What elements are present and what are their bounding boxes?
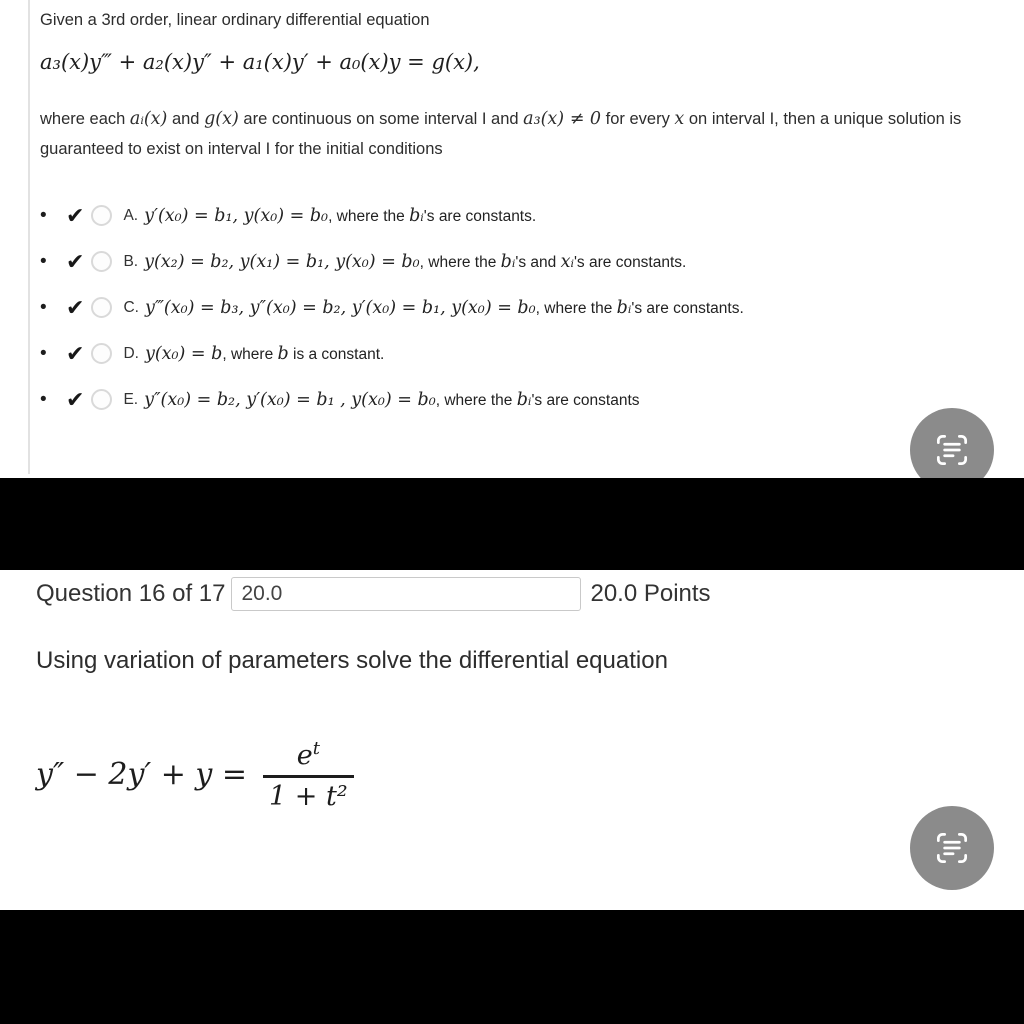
differential-equation: [36, 738, 354, 812]
live-text-scan-icon: [931, 827, 973, 869]
radio-option-e[interactable]: [91, 389, 112, 410]
bullet: •: [40, 250, 47, 272]
fraction-numerator: $e^t$: [296, 738, 320, 771]
live-text-button[interactable]: [910, 806, 994, 890]
radio-option-c[interactable]: [91, 297, 112, 318]
bullet: •: [40, 342, 47, 364]
panel-left-border: [28, 0, 30, 474]
checkmark-icon: ✔: [66, 202, 85, 228]
bullet: •: [40, 296, 47, 318]
letterbox-band: [0, 910, 1024, 1024]
fraction-denominator: 1 + t²: [269, 780, 348, 812]
question-description: where each aᵢ(x) and g(x) are continuous on some interval I and a₃(x) ≠ 0 for every x on interval I, then a unique solution is guaranteed to exist on interval I for the initial conditions: [40, 109, 962, 158]
points-label: 20.0 Points: [590, 580, 711, 607]
option-text: y′(x₀) = b₁, y(x₀) = b₀, where the bᵢ's are constants.: [144, 205, 537, 226]
bullet: •: [40, 204, 47, 226]
question-intro-text: Given a 3rd order, linear ordinary differential equation: [40, 11, 430, 29]
live-text-scan-icon: [931, 429, 973, 471]
question-prompt: Using variation of parameters solve the differential equation: [36, 647, 668, 674]
radio-option-b[interactable]: [91, 251, 112, 272]
option-letter: A.: [123, 206, 139, 224]
option-letter: B.: [123, 252, 139, 270]
fraction-bar: [263, 775, 354, 778]
question-header-row: [36, 577, 711, 611]
equation-fraction: [263, 738, 354, 812]
answer-option-e[interactable]: [40, 385, 744, 414]
option-letter: D.: [123, 344, 139, 362]
radio-option-d[interactable]: [91, 343, 112, 364]
option-text: y‴(x₀) = b₃, y″(x₀) = b₂, y′(x₀) = b₁, y(x₀) = b₀, where the bᵢ's are constants.: [144, 297, 744, 318]
answer-option-a[interactable]: [40, 201, 744, 230]
question-number-label: Question 16 of 17: [36, 580, 226, 607]
option-text: y(x₂) = b₂, y(x₁) = b₁, y(x₀) = b₀, where the bᵢ's and xᵢ's are constants.: [144, 251, 687, 272]
option-text: y(x₀) = b, where b is a constant.: [144, 343, 385, 364]
answer-option-b[interactable]: [40, 247, 744, 276]
checkmark-icon: ✔: [66, 248, 85, 274]
question-15-panel: [0, 0, 1024, 478]
question-16-panel: [0, 570, 1024, 910]
checkmark-icon: ✔: [66, 386, 85, 412]
answer-options-list: [40, 201, 744, 431]
answer-option-c[interactable]: [40, 293, 744, 322]
option-text: y″(x₀) = b₂, y′(x₀) = b₁ , y(x₀) = b₀, where the bᵢ's are constants: [144, 389, 640, 410]
option-letter: C.: [123, 298, 139, 316]
equation-left-side: y″ − 2y′ + y =: [36, 757, 248, 793]
radio-option-a[interactable]: [91, 205, 112, 226]
option-letter: E.: [123, 390, 139, 408]
ode-general-equation: a₃(x)y‴ + a₂(x)y″ + a₁(x)y′ + a₀(x)y = g(x),: [40, 50, 480, 74]
checkmark-icon: ✔: [66, 294, 85, 320]
bullet: •: [40, 388, 47, 410]
points-input[interactable]: [231, 577, 581, 611]
checkmark-icon: ✔: [66, 340, 85, 366]
letterbox-band: [0, 478, 1024, 570]
answer-option-d[interactable]: [40, 339, 744, 368]
